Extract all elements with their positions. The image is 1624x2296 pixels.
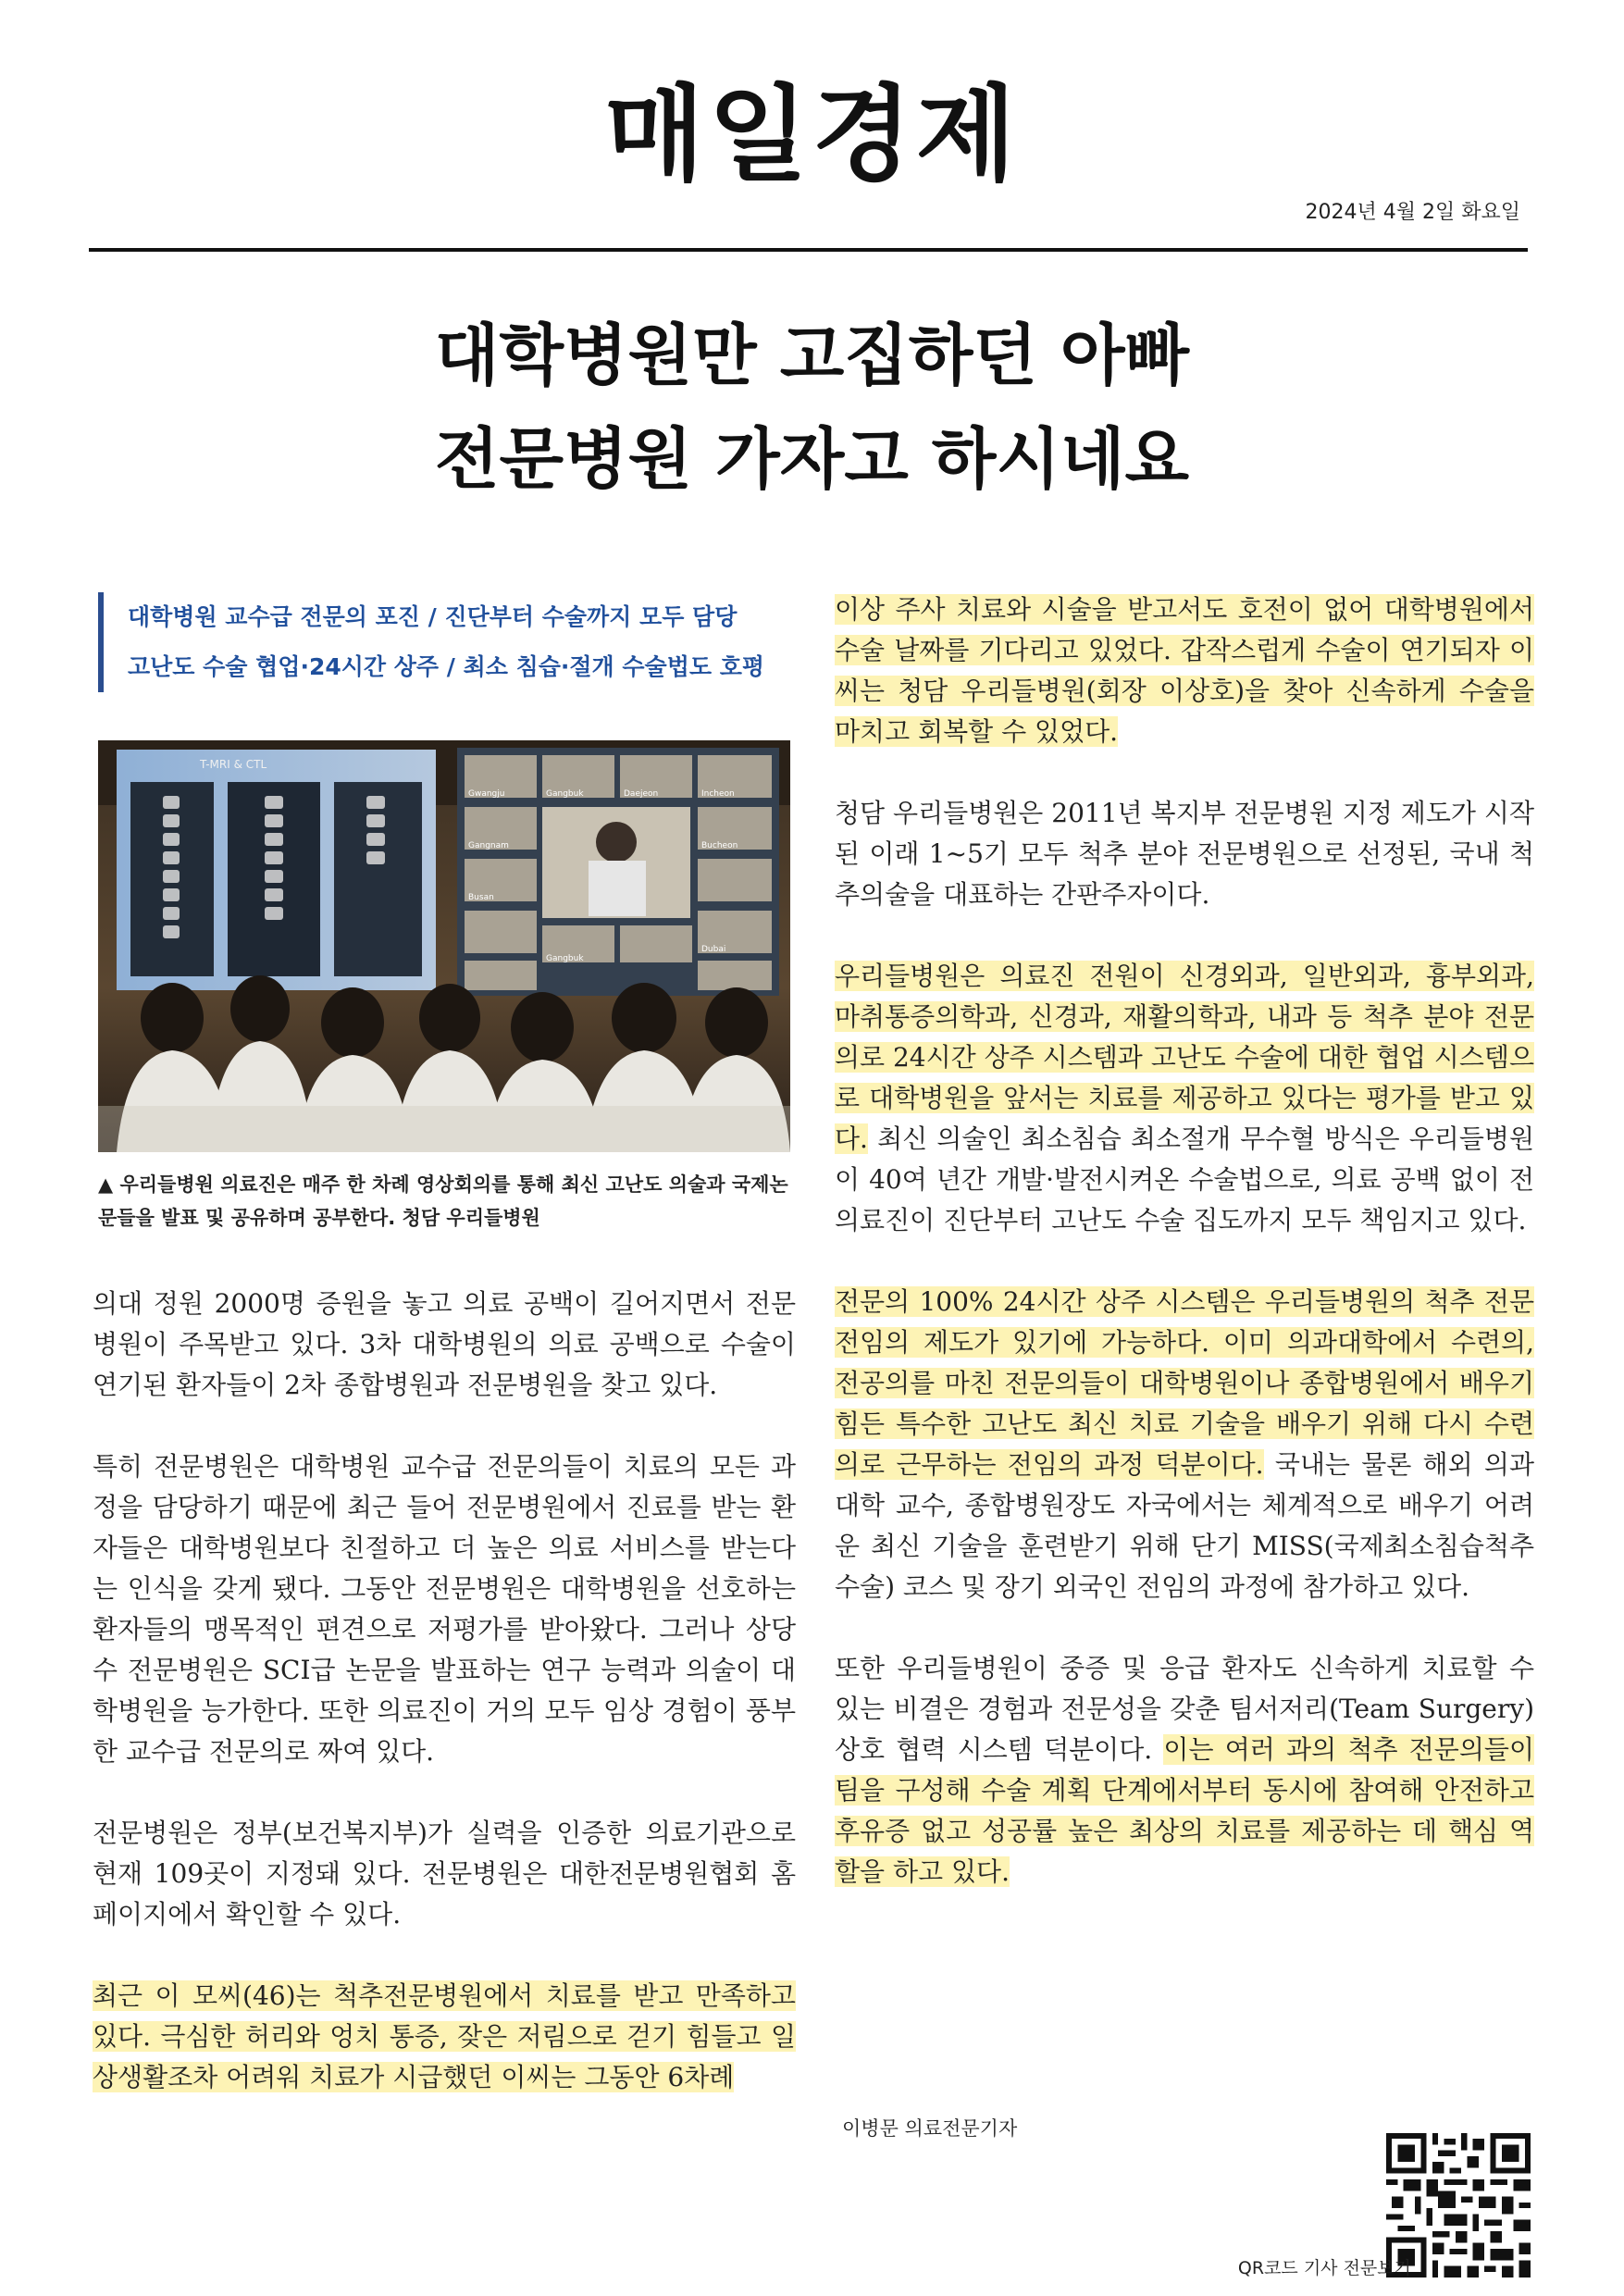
video-label-2: Gangbuk [546,789,584,799]
header-rule [89,248,1528,252]
screen-label: T-MRI & CTL [200,758,267,771]
subheadline-line-2: 고난도 수술 협업·24시간 상주 / 최소 침습·절개 수술법도 호평 [128,653,764,680]
video-label-6: Bucheon [701,841,738,850]
qr-code-label: QR코드 기사 전문보기 [1237,2258,1411,2278]
video-label-8: Dubai [701,945,726,954]
paragraph: 청담 우리들병원은 2011년 복지부 전문병원 지정 제도가 시작된 이래 1~5기 모두 척추 분야 전문병원으로 선정된, 국내 척추의술을 대표하는 간판주자이다. [835,798,1534,910]
video-label-4: Incheon [701,789,735,799]
paragraph: 특히 전문병원은 대학병원 교수급 전문의들이 치료의 모든 과정을 담당하기 때문에 최근 들어 전문병원에서 진료를 받는 환자들은 대학병원보다 친절하고 더 높은 의료 서비스를 받는다는 인식을 갖게 됐다. 그동안 전문병원은 대학병원을 선호하는 환자들의 맹목적인 편견으로 저평가를 받아왔다. 그러나 상당수 전문병원은 SCI급 논문을 발표하는 연구 능력과 의술이 대학병원을 능가한다. 또한 의료진이 거의 모두 임상 경험이 풍부한 교수급 전문의로 짜여 있다. [93,1451,796,1767]
paragraph [835,1648,1534,1893]
video-label-3: Daejeon [624,789,659,799]
conference-photo [98,740,790,1152]
highlight-text: 이상 주사 치료와 시술을 받고서도 호전이 없어 대학병원에서 수술 날짜를 기다리고 있었다. 갑작스럽게 수술이 연기되자 이씨는 청담 우리들병원(회장 이상호)을 찾아 신속하게 수술을 마치고 회복할 수 있었다. [835,594,1534,747]
photo-caption: ▲ 우리들병원 의료진은 매주 한 차례 영상회의를 통해 최신 고난도 의술과 국제논문들을 발표 및 공유하며 공부한다. 청담 우리들병원 [98,1173,788,1229]
paragraph [835,956,1534,1241]
subheadline-line-1: 대학병원 교수급 전문의 포진 / 진단부터 수술까지 모두 담당 [128,603,738,630]
paragraph-highlighted [93,1976,796,2098]
headline-line-1: 대학병원만 고집하던 아빠 [434,316,1190,394]
video-label-5: Gangnam [468,841,509,850]
paragraph-text: 최신 의술인 최소침습 최소절개 무수혈 방식은 우리들병원이 40여 년간 개발·발전시켜온 수술법으로, 의료 공백 없이 전 의료진이 진단부터 고난도 수술 집도까지 모두 책임지고 있다. [835,1123,1534,1235]
paragraph-text: 또한 우리들병원이 중증 및 응급 환자도 신속하게 치료할 수 있는 비결은 경험과 전문성을 갖춘 팀서저리(Team Surgery) 상호 협력 시스템 덕분이다. [835,1653,1534,1765]
video-label-1: Gwangju [468,789,505,799]
video-label-7: Busan [468,893,494,902]
article-subheadline [98,592,831,692]
highlight-text: 전문의 100% 24시간 상주 시스템은 우리들병원의 척추 전문 전임의 제도가 있기에 가능하다. 이미 의과대학에서 수련의, 전공의를 마친 전문의들이 대학병원이나 종합병원에서 배우기 힘든 특수한 고난도 최신 치료 기술을 배우기 위해 다시 수련의로 근무하는 전임의 과정 덕분이다. [835,1286,1534,1480]
highlight-text: 우리들병원은 의료진 전원이 신경외과, 일반외과, 흉부외과, 마취통증의학과, 신경과, 재활의학과, 내과 등 척추 분야 전문의로 24시간 상주 시스템과 고난도 수술에 대한 협업 시스템으로 대학병원을 앞서는 치료를 제공하고 있다는 평가를 받고 있다. [835,961,1534,1154]
paragraph-text: 국내는 물론 해외 의과대학 교수, 종합병원장도 자국에서는 체계적으로 배우기 어려운 최신 기술을 훈련받기 위해 단기 MISS(국제최소침습척추수술) 코스 및 장기 외국인 전임의 과정에 참가하고 있다. [835,1449,1534,1602]
paragraph-highlighted [835,590,1534,752]
publication-date: 2024년 4월 2일 화요일 [1305,201,1520,224]
paragraph: 전문병원은 정부(보건복지부)가 실력을 인증한 의료기관으로 현재 109곳이 지정돼 있다. 전문병원은 대한전문병원협회 홈페이지에서 확인할 수 있다. [93,1818,796,1930]
reporter-byline: 이병문 의료전문기자 [842,2117,1018,2140]
highlight-text: 이는 여러 과의 척추 전문의들이 팀을 구성해 수술 계획 단계에서부터 동시에 참여해 안전하고 후유증 없고 성공률 높은 최상의 치료를 제공하는 데 핵심 역할을 하고 있다. [835,1734,1535,1887]
headline-line-2: 전문병원 가자고 하시네요 [434,420,1190,498]
highlight-text: 최근 이 모씨(46)는 척추전문병원에서 치료를 받고 만족하고 있다. 극심한 허리와 엉치 통증, 잦은 저림으로 걷기 힘들고 일상생활조차 어려워 치료가 시급했던 이씨는 그동안 6차례 [93,1980,796,2092]
video-label-9: Gangbuk [546,954,584,963]
article-headline [0,304,1624,511]
paragraph [835,1282,1534,1607]
paragraph: 의대 정원 2000명 증원을 놓고 의료 공백이 길어지면서 전문병원이 주목받고 있다. 3차 대학병원의 의료 공백으로 수술이 연기된 환자들이 2차 종합병원과 전문병원을 찾고 있다. [93,1288,796,1400]
article-column-right [835,590,1534,1933]
article-column-left [93,1284,796,2139]
newspaper-masthead: 매일경제 [604,75,1020,195]
